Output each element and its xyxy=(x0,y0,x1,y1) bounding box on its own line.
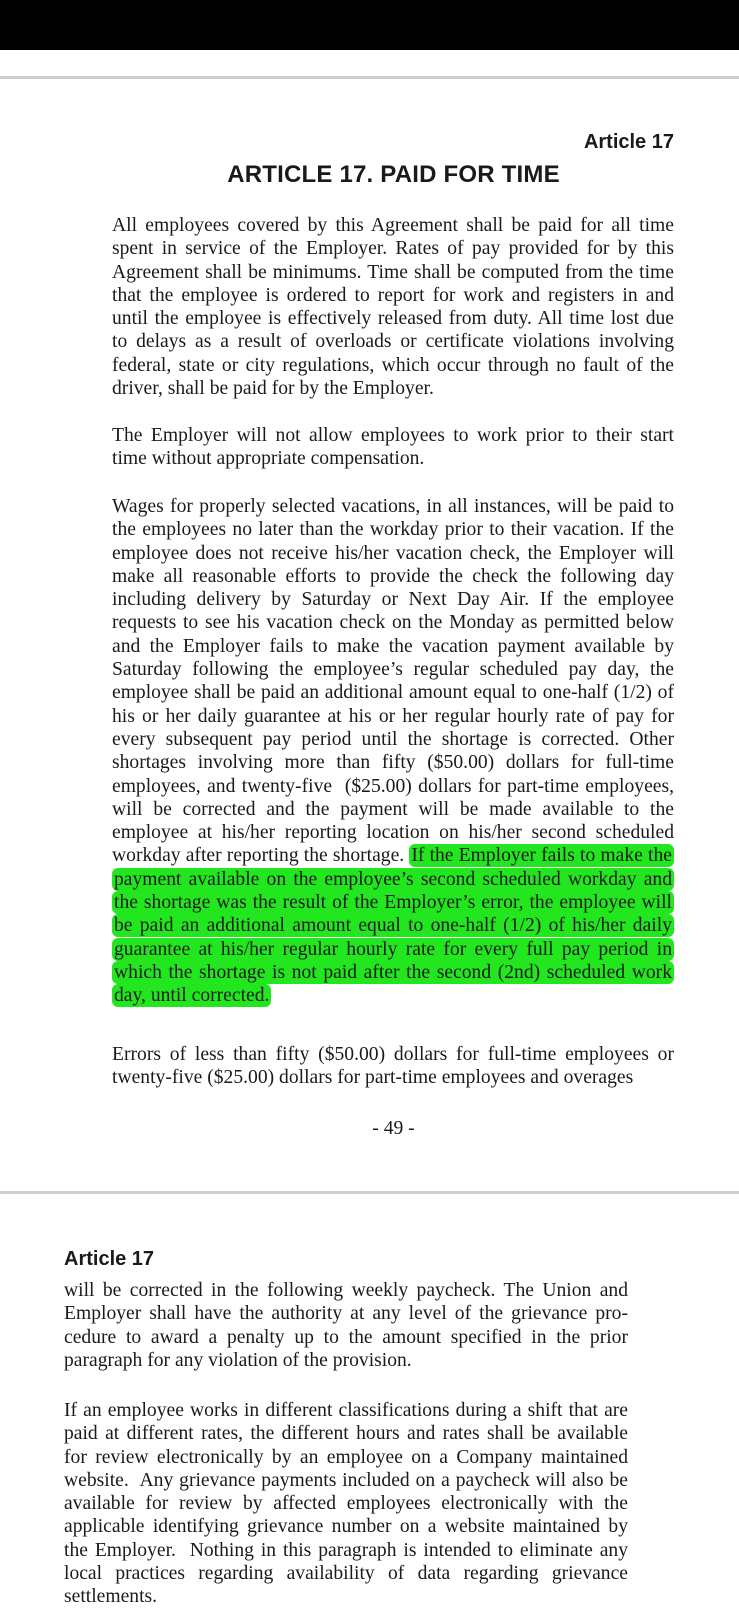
running-head: Article 17 xyxy=(64,1248,155,1270)
status-bar xyxy=(0,0,739,50)
article-title: ARTICLE 17. PAID FOR TIME xyxy=(227,161,560,188)
running-head: Article 17 xyxy=(583,131,674,153)
paragraph-vacation-wages xyxy=(112,495,674,1008)
page-separator xyxy=(0,1191,739,1194)
highlighted-text: If the Employer fails to make the payment available on the employee’s second scheduled workday and the shortage was the result of the Employer’s error, the employee will be paid an additional amount equal to one-half (1/2) of his/her daily guarantee at his/her regular hourly rate for every full pay period in which the shortage is not paid after the second (2nd) scheduled work day, until corrected. xyxy=(114,845,672,1007)
page-number: - 49 - xyxy=(372,1118,415,1139)
paragraph-paid-for-time: All employees covered by this Agreement shall be paid for all time spent in service of the Employer. Rates of pay provided for by this Agreement shall be minimums. Time shall be computed from the time that the employee is ordered to report for work and registers in and until the employee is effectively released from duty. All time lost due to delays as a result of overloads or certificate violations involving federal, state or city regulations, which occur through no fault of the driver, shall be paid for by the Employer. xyxy=(112,215,674,400)
paragraph-errors: Errors of less than fifty ($50.00) dollars for full-time employees or twenty-five ($25.00) dollars for part-time employees and overages xyxy=(112,1044,674,1089)
paragraph-start-time: The Employer will not allow employees to work prior to their start time without appropriate compensation. xyxy=(112,425,674,470)
paragraph-weekly-paycheck: will be corrected in the following weekly paycheck. The Union and Employer shall have the authority at any level of the grievance procedure to award a penalty up to the amount specified in the prior paragraph for any violation of the provision. xyxy=(64,1280,628,1371)
page-separator-top xyxy=(0,76,739,79)
paragraph-classifications: If an employee works in different classifications during a shift that are paid at different rates, the different hours and rates shall be available for review electronically by an employee on a Company maintained website. Any grievance payments included on a paycheck will also be available for review by affected employees electronically with the applicable identifying grievance number on a website maintained by the Employer. Nothing in this paragraph is intended to eliminate any local practices regarding availability of data regarding grievance settlements. xyxy=(64,1400,628,1608)
vacation-wages-text: Wages for properly selected vacations, in all instances, will be paid to the employees no later than the workday prior to their vacation. If the employee does not receive his/her vacation check, the Employer will make all reasonable efforts to provide the check the following day including delivery by Saturday or Next Day Air. If the employee requests to see his vacation check on the Monday as permitted below and the Employer fails to make the vacation payment available by Saturday following the employee’s regular scheduled pay day, the employee shall be paid an additional amount equal to one-half (1/2) of his or her daily guarantee at his or her regular hourly rate of pay for every subsequent pay period until the shortage is corrected. Other shortages involving more than fifty ($50.00) dollars for full-time employees, and twenty-five ($25.00) dollars for part-time employees, will be corrected and the payment will be made available to the employee at his/her reporting location on his/her second scheduled workday after reporting the shortage. xyxy=(112,496,674,867)
